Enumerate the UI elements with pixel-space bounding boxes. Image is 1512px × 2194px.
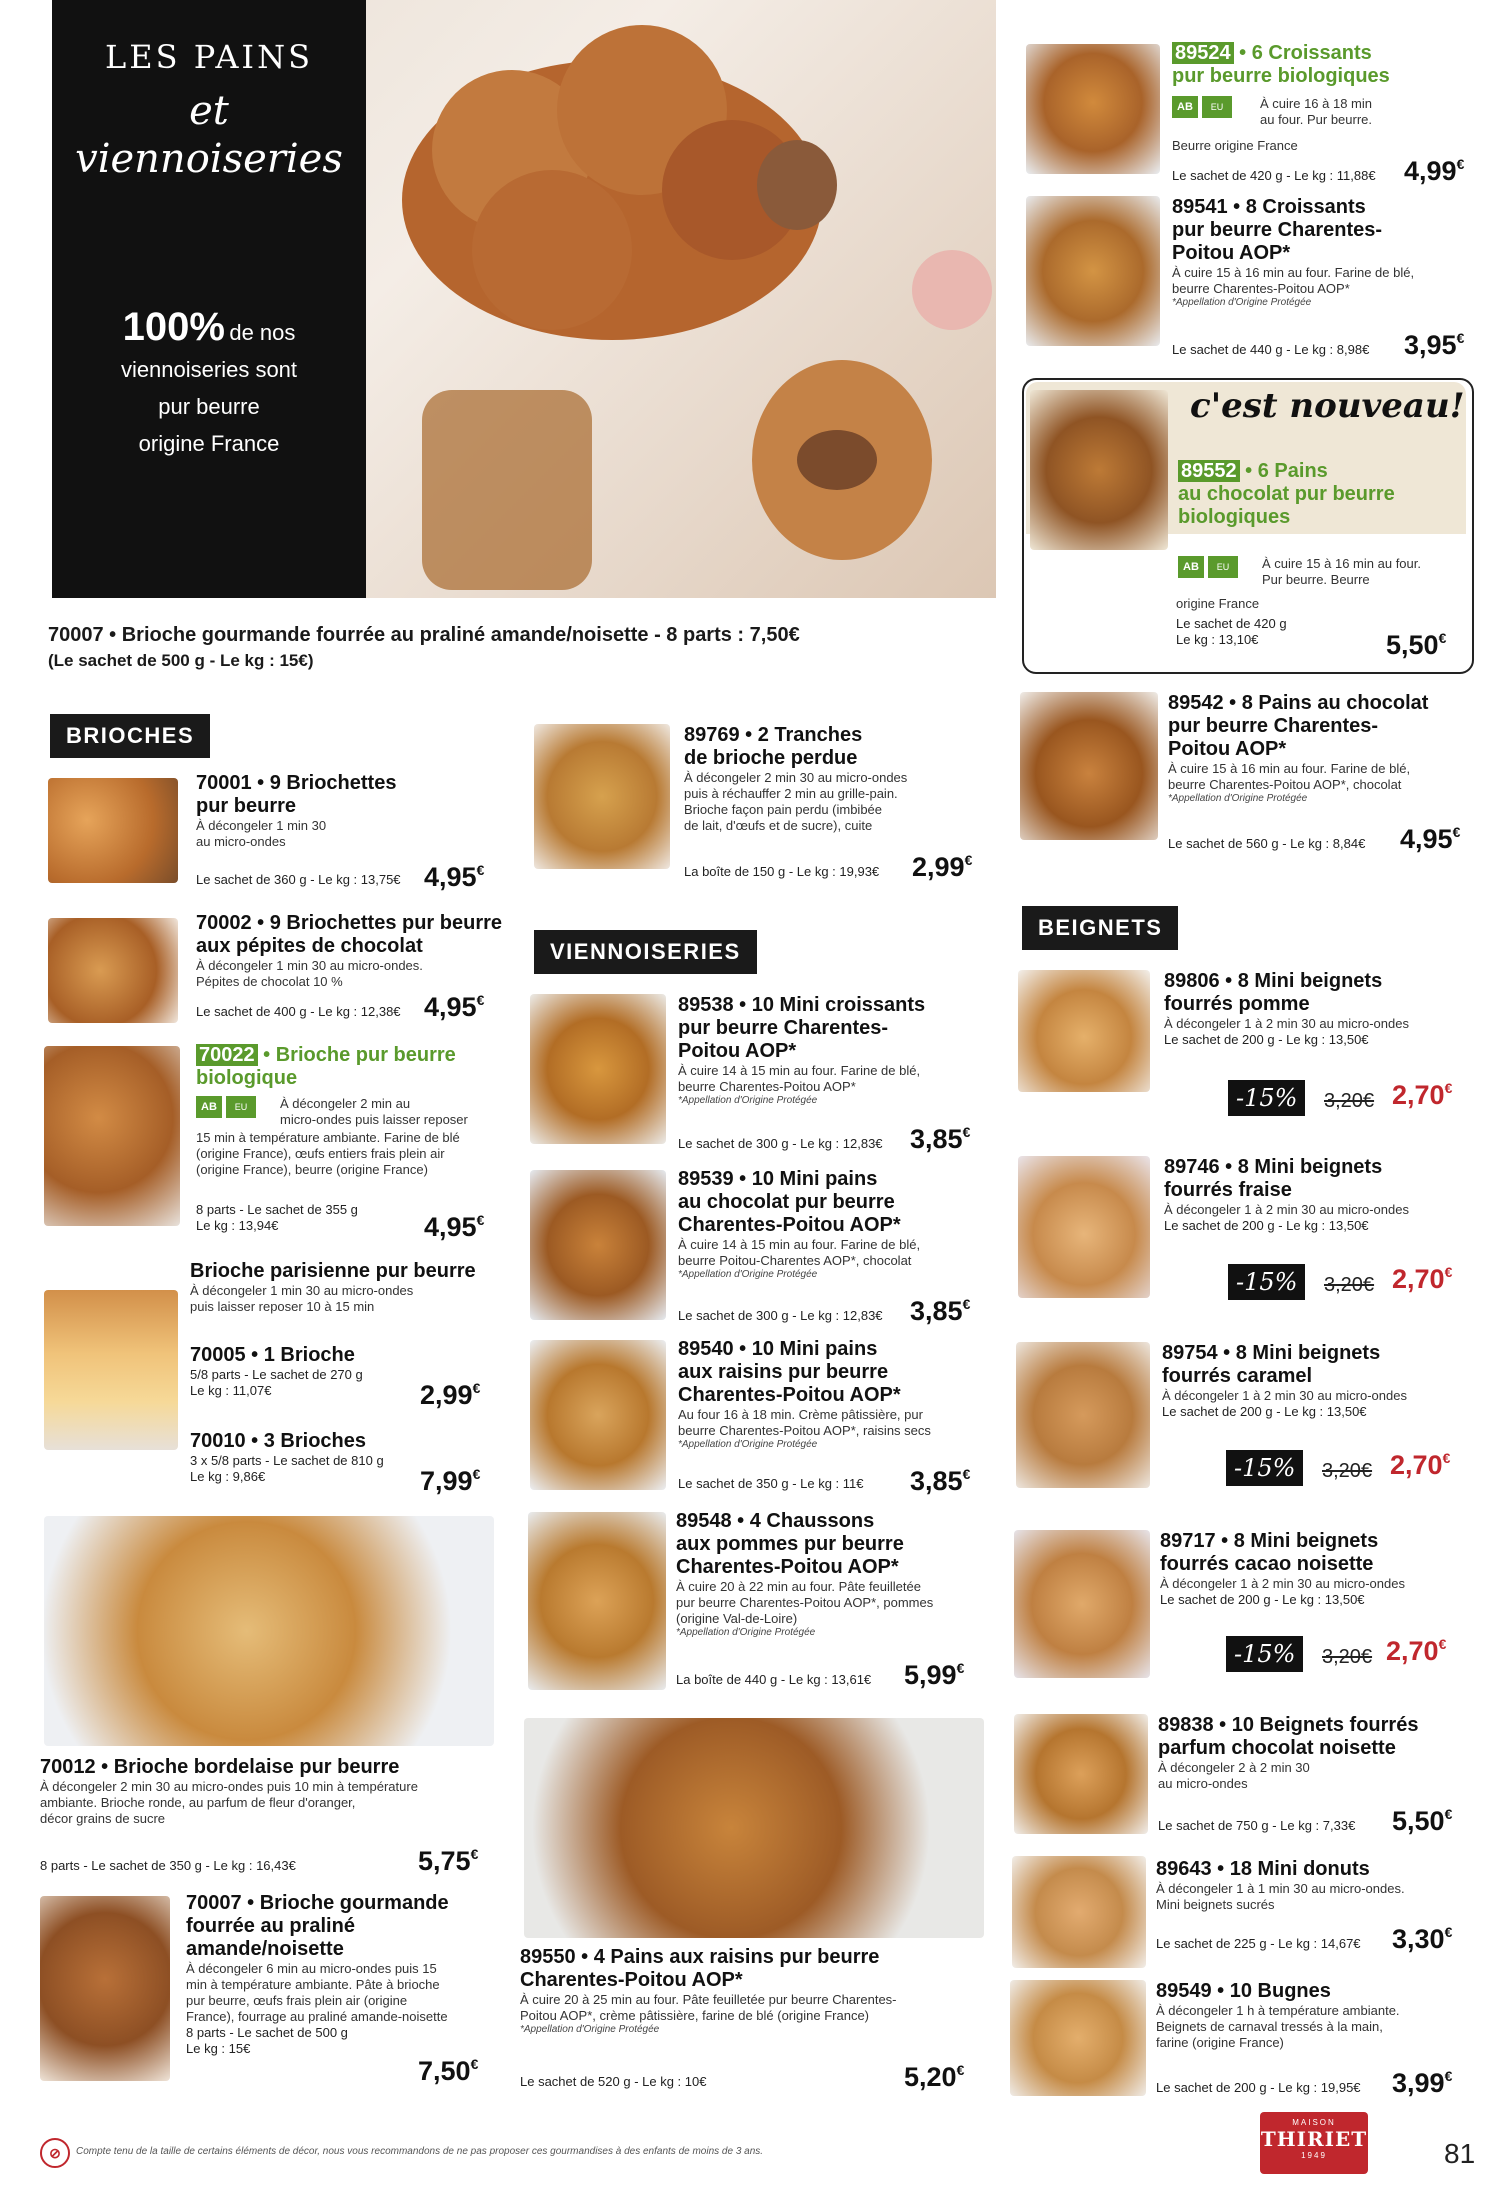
header-title-line3: viennoiseries [75,136,343,182]
product-meta: 8 parts - Le sachet de 350 g - Le kg : 16,43€ [40,1858,296,1873]
product-price: 2,70€ [1386,1636,1447,1666]
product-name: 89754 • 8 Mini beignets [1162,1342,1381,1364]
product-price: 2,99€ [912,852,973,882]
bio-labels [196,1096,256,1118]
product-desc: beurre Charentes-Poitou AOP* [1172,281,1350,296]
product-meta: Le sachet de 440 g - Le kg : 8,98€ [1172,342,1370,357]
product-name: pur beurre Charentes- [1168,715,1379,737]
product-meta: Le kg : 15€ [186,2041,251,2056]
product-meta: La boîte de 150 g - Le kg : 19,93€ [684,864,880,879]
header-tag1: de nos [229,320,296,345]
brand-top: MAISON [1292,2118,1336,2127]
product-desc: À décongeler 1 à 2 min 30 au micro-ondes [1164,1016,1409,1031]
discount-badge: -15% [1228,1080,1305,1116]
aop-note: *Appellation d'Origine Protégée [1172,297,1312,308]
photo-89542 [1020,692,1158,840]
product-name: 70022 • Brioche pur beurre [196,1044,506,1067]
product-89549 [1156,1980,1456,2051]
product-desc: Beurre origine France [1172,138,1298,153]
product-89540 [678,1338,978,1450]
product-desc: beurre Poitou-Charentes AOP*, chocolat [678,1253,912,1268]
footer-note: Compte tenu de la taille de certains éléments de décor, nous vous recommandons de ne pas proposer ces gourmandises à des enfants de moins de 3 ans. [76,2146,764,2157]
product-meta: Le sachet de 300 g - Le kg : 12,83€ [678,1136,883,1151]
product-meta-block [196,1202,358,1234]
ab-logo-icon: AB [1178,556,1204,578]
product-price: 3,99€ [1392,2068,1453,2098]
aop-note: *Appellation d'Origine Protégée [1168,793,1308,804]
product-name: aux pépites de chocolat [196,935,423,957]
product-desc: À décongeler 1 à 2 min 30 au micro-ondes [1162,1388,1407,1403]
photo-parisienne [44,1290,178,1450]
product-name: fourrés caramel [1162,1365,1313,1387]
product-name: Poitou AOP* [678,1040,797,1062]
header-panel [52,0,366,598]
product-price: 5,20€ [904,2062,965,2092]
product-meta: Le sachet de 200 g - Le kg : 19,95€ [1156,2080,1361,2095]
product-desc: origine France [1176,596,1260,611]
section-brioches: BRIOCHES [50,714,210,758]
product-name: amande/noisette [186,1938,344,1960]
photo-89806 [1018,970,1150,1092]
product-desc: min à température ambiante. Pâte à brioche [186,1977,440,1992]
product-name: biologiques [1178,506,1291,528]
product-name: 89538 • 10 Mini croissants [678,994,926,1016]
photo-89539 [530,1170,666,1320]
product-89538 [678,994,978,1106]
product-89838 [1158,1714,1458,1792]
product-70022 [196,1044,506,1090]
photo-89524 [1026,44,1160,174]
photo-89754 [1016,1342,1150,1488]
product-desc: ambiante. Brioche ronde, au parfum de fleur d'oranger, [40,1795,356,1810]
product-name: 89769 • 2 Tranches [684,724,863,746]
product-desc: À décongeler 6 min au micro-ondes puis 15 [186,1961,437,1976]
section-viennoiseries: VIENNOISERIES [534,930,757,974]
product-price: 2,70€ [1392,1080,1453,1110]
product-meta: Le sachet de 200 g - Le kg : 13,50€ [1164,1218,1369,1233]
product-desc: Beignets de carnaval tressés à la main, [1156,2019,1383,2034]
product-name: 70010 • 3 Brioches [190,1430,366,1452]
product-desc: Au four 16 à 18 min. Crème pâtissière, pur [678,1407,923,1422]
product-70012 [40,1756,500,1827]
product-desc: À décongeler 1 à 2 min 30 au micro-ondes [1160,1576,1405,1591]
product-89541 [1172,196,1472,308]
product-meta: Le sachet de 200 g - Le kg : 13,50€ [1160,1592,1365,1607]
photo-89769 [534,724,670,869]
product-name: au chocolat pur beurre [678,1191,895,1213]
product-name: 89717 • 8 Mini beignets [1160,1530,1379,1552]
header-title-line1: LES PAINS [105,38,313,76]
product-name: 89746 • 8 Mini beignets [1164,1156,1383,1178]
header-pct: 100% [122,305,225,349]
product-name: Charentes-Poitou AOP* [678,1384,901,1406]
product-desc-block [280,1096,500,1128]
aop-note: *Appellation d'Origine Protégée [678,1095,818,1106]
product-desc: de lait, d'œufs et de sucre), cuite [684,818,873,833]
product-89746 [1164,1156,1464,1234]
photo-89549 [1010,1980,1146,2096]
product-name: Poitou AOP* [1172,242,1291,264]
product-price: 7,50€ [418,2056,479,2086]
product-name: pur beurre Charentes- [1172,219,1383,241]
aop-note: *Appellation d'Origine Protégée [676,1627,816,1638]
bio-labels [1178,556,1238,578]
product-meta: Le sachet de 350 g - Le kg : 11€ [678,1476,864,1491]
product-name: Charentes-Poitou AOP* [676,1556,899,1578]
product-name: de brioche perdue [684,747,858,769]
product-desc: beurre Charentes-Poitou AOP*, chocolat [1168,777,1402,792]
product-name: 89552 • 6 Pains [1178,460,1468,483]
old-price: 3,20€ [1322,1460,1373,1482]
header-tag4: origine France [138,431,280,456]
product-meta: Le kg : 13,10€ [1176,632,1259,647]
product-desc: À cuire 15 à 16 min au four. Farine de blé, [1172,265,1415,280]
product-desc: 15 min à température ambiante. Farine de blé [196,1130,460,1145]
product-meta: Le sachet de 750 g - Le kg : 7,33€ [1158,1818,1356,1833]
product-code: 89524 [1172,42,1234,64]
product-meta: Le kg : 11,07€ [190,1383,272,1398]
product-desc: À cuire 14 à 15 min au four. Farine de blé, [678,1237,921,1252]
product-name: 70001 • 9 Briochettes [196,772,397,794]
product-price: 4,95€ [424,992,485,1022]
header-tag3: pur beurre [158,394,260,419]
page-number: 81 [1444,2138,1476,2169]
product-name: 89524 • 6 Croissants [1172,42,1472,65]
product-meta: Le sachet de 420 g [1176,616,1287,631]
old-price: 3,20€ [1324,1274,1375,1296]
eu-bio-logo-icon: EU [1202,96,1232,118]
product-desc: À décongeler 2 min 30 au micro-ondes puis 10 min à température [40,1779,418,1794]
product-70002 [196,912,506,990]
photo-70022 [44,1046,180,1226]
product-meta: Le sachet de 560 g - Le kg : 8,84€ [1168,836,1366,851]
product-meta: Le sachet de 360 g - Le kg : 13,75€ [196,872,401,887]
product-desc: Poitou AOP*, crème pâtissière, farine de blé (origine France) [520,2008,870,2023]
brand-logo [1260,2112,1368,2174]
product-name: 89838 • 10 Beignets fourrés [1158,1714,1419,1736]
product-name: 89550 • 4 Pains aux raisins pur beurre [520,1946,880,1968]
product-name: Brioche parisienne pur beurre [190,1260,476,1282]
product-name: 89542 • 8 Pains au chocolat [1168,692,1429,714]
product-name: 70012 • Brioche bordelaise pur beurre [40,1756,400,1778]
product-code: 89552 [1178,460,1240,482]
product-desc: À cuire 20 à 25 min au four. Pâte feuilletée pur beurre Charentes- [520,1992,897,2007]
product-meta: Le kg : 9,86€ [190,1469,266,1484]
product-meta: Le sachet de 520 g - Le kg : 10€ [520,2074,707,2089]
photo-89541 [1026,196,1160,346]
product-desc: À décongeler 2 min au [280,1096,411,1111]
product-name: parfum chocolat noisette [1158,1737,1396,1759]
product-name: 89643 • 18 Mini donuts [1156,1858,1370,1880]
product-meta: 8 parts - Le sachet de 500 g [186,2025,348,2040]
hero-caption-line2: (Le sachet de 500 g - Le kg : 15€) [48,651,314,670]
product-desc: À cuire 20 à 22 min au four. Pâte feuilletée [676,1579,921,1594]
product-meta: 8 parts - Le sachet de 355 g [196,1202,358,1217]
product-name: 89539 • 10 Mini pains [678,1168,878,1190]
variant-70010 [190,1430,384,1485]
photo-89838 [1014,1714,1148,1834]
product-desc: À décongeler 2 à 2 min 30 [1158,1760,1310,1775]
photo-89746 [1018,1156,1150,1298]
product-price: 4,95€ [1400,824,1461,854]
product-70007 [186,1892,486,2057]
product-name: pur beurre [196,795,297,817]
product-89550 [520,1946,990,2035]
eu-bio-logo-icon: EU [1208,556,1238,578]
old-price: 3,20€ [1324,1090,1375,1112]
product-89524 [1172,42,1472,88]
product-desc: Brioche façon pain perdu (imbibée [684,802,883,817]
product-meta: Le sachet de 300 g - Le kg : 12,83€ [678,1308,883,1323]
product-70001 [196,772,506,850]
product-price: 2,70€ [1392,1264,1453,1294]
product-name: 70005 • 1 Brioche [190,1344,355,1366]
product-price: 4,95€ [424,1212,485,1242]
product-price: 3,95€ [1404,330,1465,360]
product-name: Charentes-Poitou AOP* [520,1969,743,1991]
hero-caption-line1: 70007 • Brioche gourmande fourrée au praliné amande/noisette - 8 parts : 7,50€ [48,624,800,646]
product-name: Poitou AOP* [1168,738,1287,760]
product-89717 [1160,1530,1460,1608]
product-name: fourrés fraise [1164,1179,1292,1201]
brand-year: 1949 [1301,2151,1327,2160]
product-desc: (origine France), œufs entiers frais plein air [196,1146,445,1161]
product-code: 70022 [196,1044,258,1066]
product-desc: beurre Charentes-Poitou AOP* [678,1079,856,1094]
discount-badge: -15% [1226,1450,1303,1486]
product-desc: Mini beignets sucrés [1156,1897,1275,1912]
hero-caption [48,624,800,671]
product-89548 [676,1510,976,1638]
product-name: 70007 • Brioche gourmande [186,1892,449,1914]
photo-89643 [1012,1856,1146,1968]
product-desc: au micro-ondes [1158,1776,1248,1791]
product-desc: Pur beurre. Beurre [1262,572,1370,587]
product-desc: micro-ondes puis laisser reposer [280,1112,468,1127]
product-desc-block [1260,96,1372,128]
product-89552 [1178,460,1468,529]
product-meta: La boîte de 440 g - Le kg : 13,61€ [676,1672,872,1687]
brand-name: THIRIET [1260,2127,1368,2151]
product-desc: À cuire 14 à 15 min au four. Farine de blé, [678,1063,921,1078]
product-parisienne [190,1260,510,1315]
product-desc: pur beurre Charentes-Poitou AOP*, pommes [676,1595,934,1610]
product-89754 [1162,1342,1462,1420]
product-meta-block [1176,596,1287,648]
section-beignets: BEIGNETS [1022,906,1178,950]
product-meta: Le sachet de 200 g - Le kg : 13,50€ [1164,1032,1369,1047]
product-meta: Le kg : 13,94€ [196,1218,279,1233]
photo-89548 [528,1512,666,1690]
product-desc: beurre Charentes-Poitou AOP*, raisins secs [678,1423,931,1438]
product-price: 5,99€ [904,1660,965,1690]
product-name: 89541 • 8 Croissants [1172,196,1366,218]
product-price: 3,85€ [910,1296,971,1326]
product-price: 7,99€ [420,1466,481,1496]
product-price: 5,75€ [418,1846,479,1876]
product-meta: Le sachet de 400 g - Le kg : 12,38€ [196,1004,401,1019]
product-name: pur beurre Charentes- [678,1017,889,1039]
product-desc: À décongeler 1 min 30 au micro-ondes [190,1283,414,1298]
photo-70002 [48,918,178,1023]
product-desc: (origine Val-de-Loire) [676,1611,798,1626]
product-desc: au micro-ondes [196,834,286,849]
photo-89540 [530,1340,666,1490]
variant-70005 [190,1344,363,1399]
product-price: 4,95€ [424,862,485,892]
discount-badge: -15% [1228,1264,1305,1300]
product-desc: À décongeler 1 à 1 min 30 au micro-ondes. [1156,1881,1405,1896]
photo-70012 [44,1516,494,1746]
no-children-icon: ⊘ [40,2138,70,2168]
product-price: 3,85€ [910,1466,971,1496]
discount-badge: -15% [1226,1636,1303,1672]
photo-70001 [48,778,178,883]
product-desc: Pépites de chocolat 10 % [196,974,343,989]
product-price: 5,50€ [1392,1806,1453,1836]
product-desc: À décongeler 1 à 2 min 30 au micro-ondes [1164,1202,1409,1217]
product-name: aux pommes pur beurre [676,1533,904,1555]
bio-labels [1172,96,1232,118]
product-name: fourrés pomme [1164,993,1310,1015]
aop-note: *Appellation d'Origine Protégée [678,1439,818,1450]
product-desc: À décongeler 1 h à température ambiante. [1156,2003,1400,2018]
product-name: pur beurre biologiques [1172,65,1390,87]
product-name: biologique [196,1067,298,1089]
header-tagline [62,305,356,464]
photo-89717 [1014,1530,1150,1678]
product-desc: puis laisser reposer 10 à 15 min [190,1299,375,1314]
old-price: 3,20€ [1322,1646,1373,1668]
photo-89552 [1030,390,1168,550]
aop-note: *Appellation d'Origine Protégée [678,1269,818,1280]
product-desc: À cuire 15 à 16 min au four. Farine de blé, [1168,761,1411,776]
product-name: aux raisins pur beurre [678,1361,889,1383]
photo-89550 [524,1718,984,1938]
product-meta: 3 x 5/8 parts - Le sachet de 810 g [190,1453,384,1468]
product-meta: Le sachet de 225 g - Le kg : 14,67€ [1156,1936,1361,1951]
product-desc: (origine France), beurre (origine France) [196,1162,428,1177]
product-89806 [1164,970,1464,1048]
product-desc: À cuire 16 à 18 min [1260,96,1373,111]
product-name: fourrés cacao noisette [1160,1553,1374,1575]
photo-70007 [40,1896,170,2081]
product-89769 [684,724,974,834]
product-name: 89549 • 10 Bugnes [1156,1980,1331,2002]
product-desc-block [1262,556,1421,588]
product-price: 3,30€ [1392,1924,1453,1954]
product-89542 [1168,692,1468,804]
product-name: 70002 • 9 Briochettes pur beurre [196,912,503,934]
aop-note: *Appellation d'Origine Protégée [520,2024,660,2035]
product-name: fourrée au praliné [186,1915,355,1937]
header-tag2: viennoiseries sont [120,357,298,382]
product-price: 3,85€ [910,1124,971,1154]
product-89539 [678,1168,978,1280]
header-title-line2: et [189,88,229,134]
eu-bio-logo-icon: EU [226,1096,256,1118]
product-desc: farine (origine France) [1156,2035,1284,2050]
ab-logo-icon: AB [196,1096,222,1118]
product-desc: pur beurre, œufs frais plein air (origine [186,1993,408,2008]
product-desc-block [196,1130,506,1178]
ab-logo-icon: AB [1172,96,1198,118]
product-price: 5,50€ [1386,630,1447,660]
product-name: au chocolat pur beurre [1178,483,1395,505]
product-meta: 5/8 parts - Le sachet de 270 g [190,1367,363,1382]
product-name: 89548 • 4 Chaussons [676,1510,875,1532]
product-price: 2,70€ [1390,1450,1451,1480]
product-desc: À cuire 15 à 16 min au four. [1262,556,1421,571]
product-desc: À décongeler 2 min 30 au micro-ondes [684,770,908,785]
product-price: 4,99€ [1404,156,1465,186]
product-name: Charentes-Poitou AOP* [678,1214,901,1236]
product-desc: À décongeler 1 min 30 [196,818,327,833]
product-desc: puis à réchauffer 2 min au grille-pain. [684,786,898,801]
product-desc: décor grains de sucre [40,1811,166,1826]
new-banner: c'est nouveau! [1190,386,1465,426]
product-name: 89806 • 8 Mini beignets [1164,970,1383,992]
product-desc: À décongeler 1 min 30 au micro-ondes. [196,958,423,973]
photo-89538 [530,994,666,1144]
product-meta: Le sachet de 200 g - Le kg : 13,50€ [1162,1404,1367,1419]
product-desc: au four. Pur beurre. [1260,112,1373,127]
product-desc: France), fourrage au praliné amande-noisette [186,2009,448,2024]
product-name: 89540 • 10 Mini pains [678,1338,878,1360]
product-89643 [1156,1858,1456,1913]
product-meta: Le sachet de 420 g - Le kg : 11,88€ [1172,168,1376,183]
product-price: 2,99€ [420,1380,481,1410]
